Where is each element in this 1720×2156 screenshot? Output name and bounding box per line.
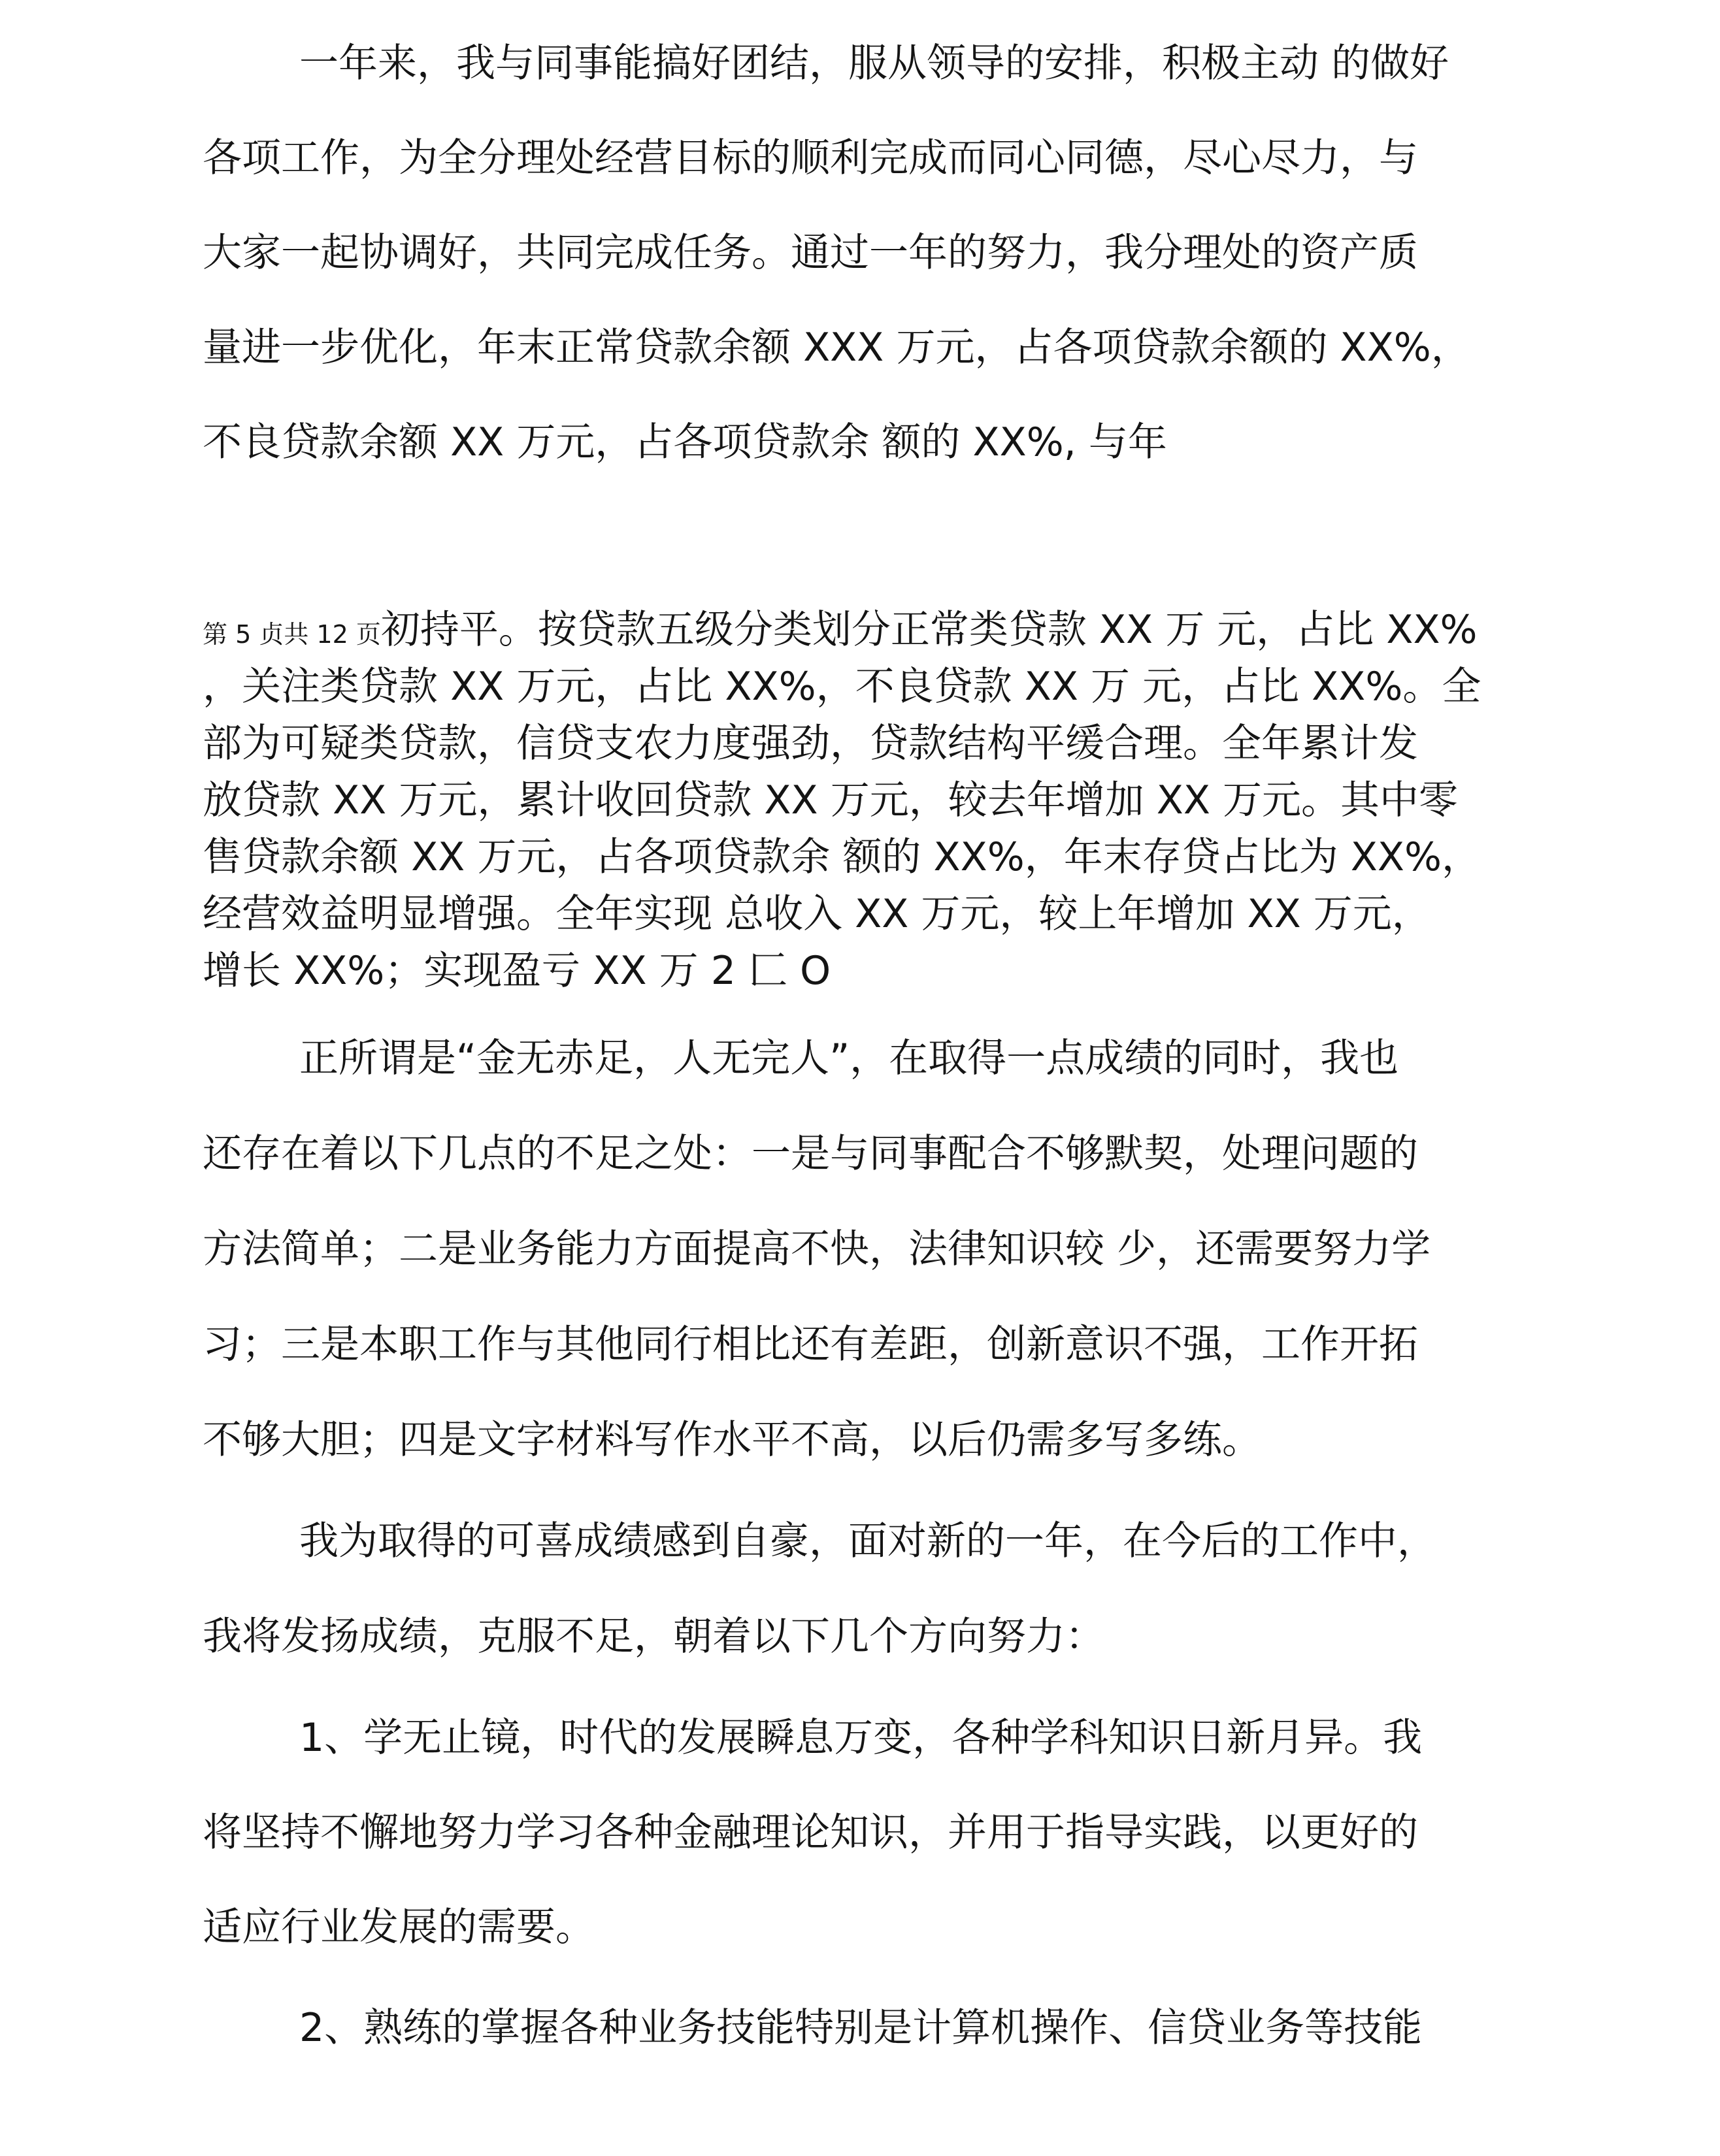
paragraph-line: 增长 XX%；实现盈亏 XX 万 2 匚 O (203, 948, 831, 994)
paragraph-line: 正所谓是“金无赤足，人无完人”，在取得一点成绩的同时，我也 (299, 1036, 1399, 1081)
paragraph-line: 各项工作，为全分理处经营目标的顺利完成而同心同德，尽心尽力，与 (203, 135, 1418, 181)
page-marker: 第 5 贞共 12 页 (203, 620, 381, 649)
paragraph-line-with-page-marker (203, 604, 1478, 661)
list-item-line: 1、学无止镜，时代的发展瞬息万变，各种学科知识日新月异。我 (299, 1715, 1423, 1761)
paragraph-line: 我将发扬成绩，克服不足，朝着以下几个方向努力： (203, 1614, 1104, 1659)
paragraph-line-text: 初持平。按贷款五级分类划分正常类贷款 XX 万 元，占比 XX% (380, 607, 1478, 653)
list-item-line: 适应行业发展的需要。 (203, 1904, 595, 1950)
paragraph-line: 经营效益明显增强。全年实现 总收入 XX 万元，较上年增加 XX 万元， (203, 891, 1431, 937)
paragraph-line: 不良贷款余额 XX 万元，占各项贷款余 额的 XX%, 与年 (203, 419, 1167, 465)
paragraph-line: 部为可疑类贷款，信贷支农力度强劲，贷款结构平缓合理。全年累计发 (203, 721, 1418, 766)
paragraph-line: 习；三是本职工作与其他同行相比还有差距，创新意识不强，工作开拓 (203, 1322, 1418, 1367)
paragraph-line: 量进一步优化，年末正常贷款余额 XXX 万元，占各项贷款余额的 XX%， (203, 325, 1470, 370)
paragraph-line: 一年来，我与同事能搞好团结，服从领导的安排，积极主动 的做好 (299, 41, 1449, 86)
paragraph-line: ，关注类贷款 XX 万元，占比 XX%，不良贷款 XX 万 元，占比 XX%。全 (203, 664, 1481, 710)
paragraph-line: 不够大胆；四是文字材料写作水平不高，以后仍需多写多练。 (203, 1417, 1261, 1463)
paragraph-line: 售贷款余额 XX 万元，占各项贷款余 额的 XX%，年末存贷占比为 XX%， (203, 834, 1481, 880)
list-item-line: 将坚持不懈地努力学习各种金融理论知识，并用于指导实践，以更好的 (203, 1810, 1418, 1855)
paragraph-line: 放贷款 XX 万元，累计收回贷款 XX 万元，较去年增加 XX 万元。其中零 (203, 777, 1459, 823)
list-item-line: 2、熟练的掌握各种业务技能特别是计算机操作、信贷业务等技能 (299, 2005, 1423, 2051)
paragraph-line: 大家一起协调好，共同完成任务。通过一年的努力，我分理处的资产质 (203, 230, 1418, 276)
paragraph-line: 还存在着以下几点的不足之处：一是与同事配合不够默契，处理问题的 (203, 1131, 1418, 1177)
paragraph-line: 方法简单；二是业务能力方面提高不快，法律知识较 少，还需要努力学 (203, 1226, 1431, 1272)
paragraph-line: 我为取得的可喜成绩感到自豪，面对新的一年，在今后的工作中， (299, 1518, 1436, 1564)
